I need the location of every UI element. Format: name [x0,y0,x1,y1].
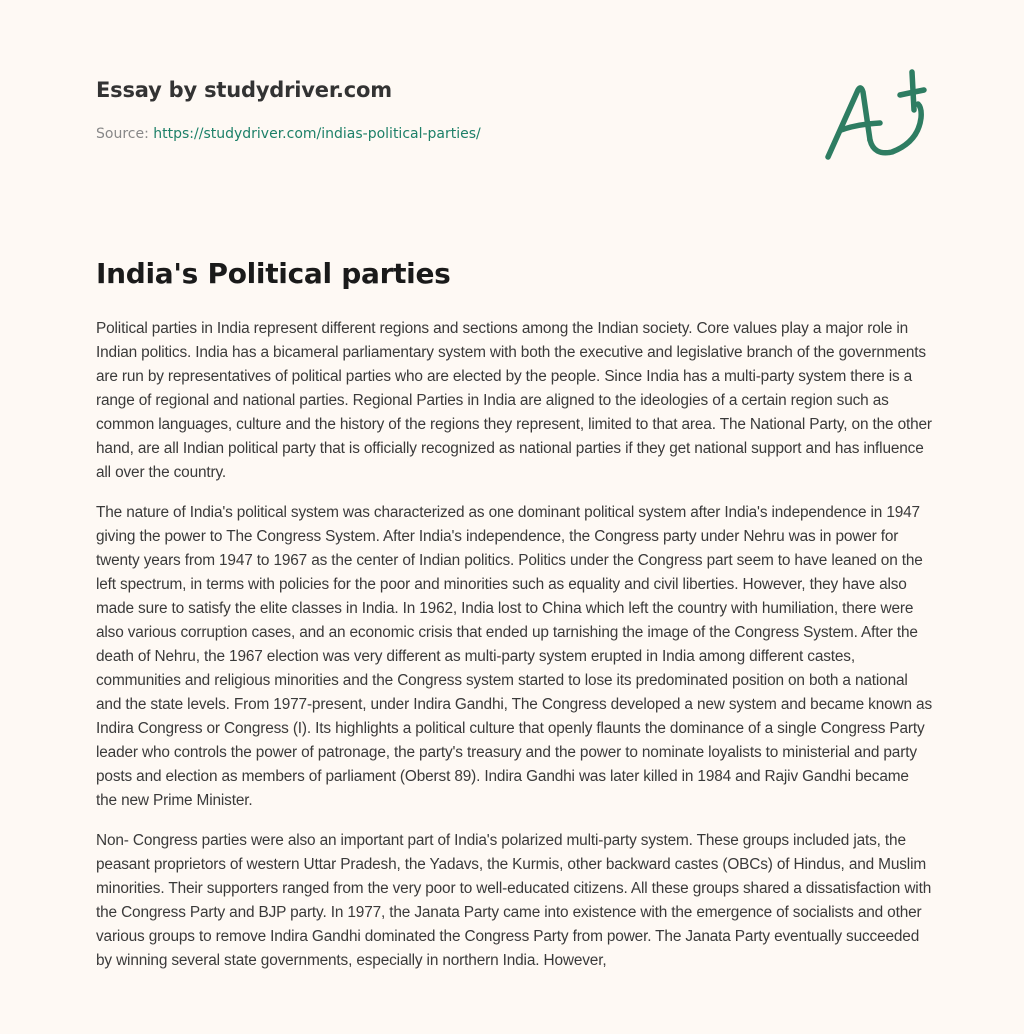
paragraph: Non- Congress parties were also an important part of India's polarized multi-party system. These groups included jats, the peasant proprietors of western Uttar Pradesh, the Yadavs, the Kurmis, other backward castes (OBCs) of Hindus, and Muslim minorities. Their supporters ranged from the very poor to well-educated citizens. All these groups shared a dissatisfaction with the Congress Party and BJP party. In 1977, the Janata Party came into existence with the emergence of socialists and other various groups to remove Indira Gandhi dominated the Congress Party from power. The Janata Party eventually succeeded by winning several state governments, especially in northern India. However, [96,832,932,969]
source-label: Source: [96,126,154,142]
page-header [96,74,796,144]
article-title: India's Political parties [96,257,451,290]
paragraph: The nature of India's political system was characterized as one dominant political system after India's independence in 1947 giving the power to The Congress System. After India's independence, the Congress party under Nehru was in power for twenty years from 1947 to 1967 as the center of Indian politics. Politics under the Congress part seem to have leaned on the left spectrum, in terms with policies for the poor and minorities such as equality and civil liberties. However, they have also made sure to satisfy the elite classes in India. In 1962, India lost to China which left the country with humiliation, there were also various corruption cases, and an economic crisis that ended up tarnishing the image of the Congress System. After the death of Nehru, the 1967 election was very different as multi-party system erupted in India among different castes, communities and religious minorities and the Congress system started to lose its predominated position on both a national and the state levels. From 1977-present, under Indira Gandhi, The Congress developed a new system and became known as Indira Congress or Congress (I). Its highlights a political culture that openly flaunts the dominance of a single Congress Party leader who controls the power of patronage, the party's treasury and the power to nominate loyalists to ministerial and party posts and election as members of parliament (Oberst 89). Indira Gandhi was later killed in 1984 and Rajiv Gandhi became the new Prime Minister. [96,504,932,809]
source-line [96,124,796,144]
source-link[interactable]: https://studydriver.com/indias-political-parties/ [153,126,481,142]
site-title: Essay by studydriver.com [96,78,392,102]
paragraph: Political parties in India represent different regions and sections among the Indian society. Core values play a major role in Indian politics. India has a bicameral parliamentary system with both the executive and legislative branch of the governments are run by representatives of political parties who are elected by the people. Since India has a multi-party system there is a range of regional and national parties. Regional Parties in India are aligned to the ideologies of a certain region such as common languages, culture and the history of the regions they represent, limited to that area. The National Party, on the other hand, are all Indian political party that is officially recognized as national parties if they get national support and has influence all over the country. [96,320,932,481]
a-plus-grade-icon [818,60,938,170]
article-body [96,317,932,989]
